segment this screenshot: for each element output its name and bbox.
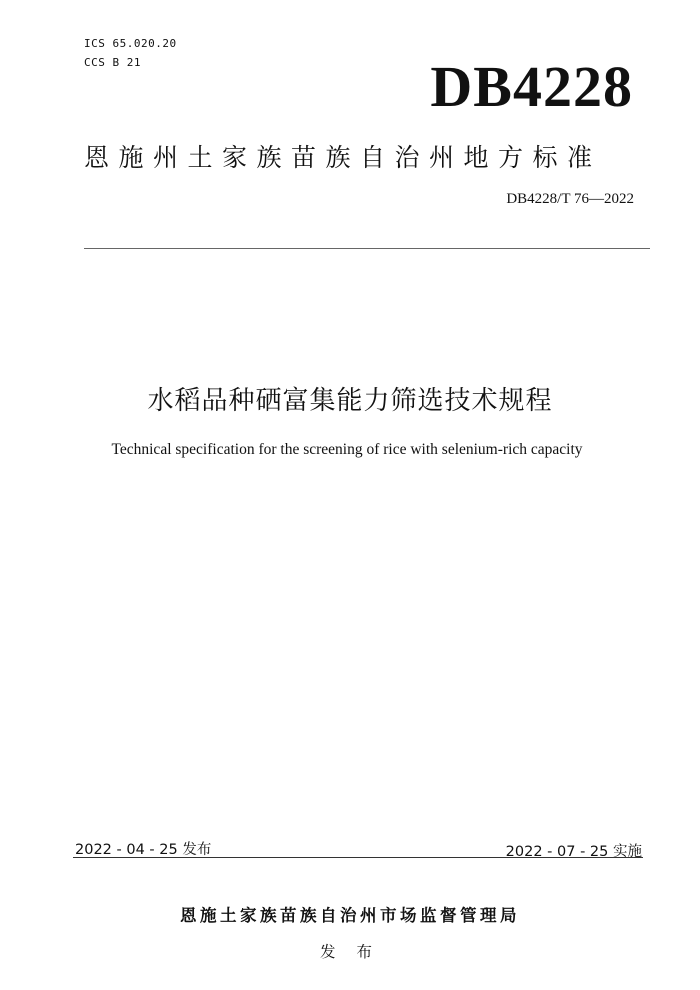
document-title-english: Technical specification for the screening of rice with selenium-rich capacity — [111, 441, 583, 458]
ics-code: ICS 65.020.20 — [84, 37, 177, 50]
issuing-authority: 恩施土家族苗族自治州市场监督管理局 — [180, 906, 520, 925]
implementation-date: 2022 - 07 - 25 实施 — [505, 844, 642, 860]
standard-code-logo: DB4228 — [430, 54, 633, 119]
issue-label: 发 布 — [320, 943, 380, 961]
document-title: 水稻品种硒富集能力筛选技术规程 — [147, 386, 553, 416]
standard-number: DB4228/T 76—2022 — [506, 191, 634, 207]
publish-date: 2022 - 04 - 25 发布 — [75, 842, 212, 858]
standard-category: 恩施州土家族苗族自治州地方标准 — [84, 143, 602, 172]
ccs-code: CCS B 21 — [84, 56, 141, 69]
footer-divider — [73, 857, 643, 858]
header-divider — [84, 248, 650, 249]
